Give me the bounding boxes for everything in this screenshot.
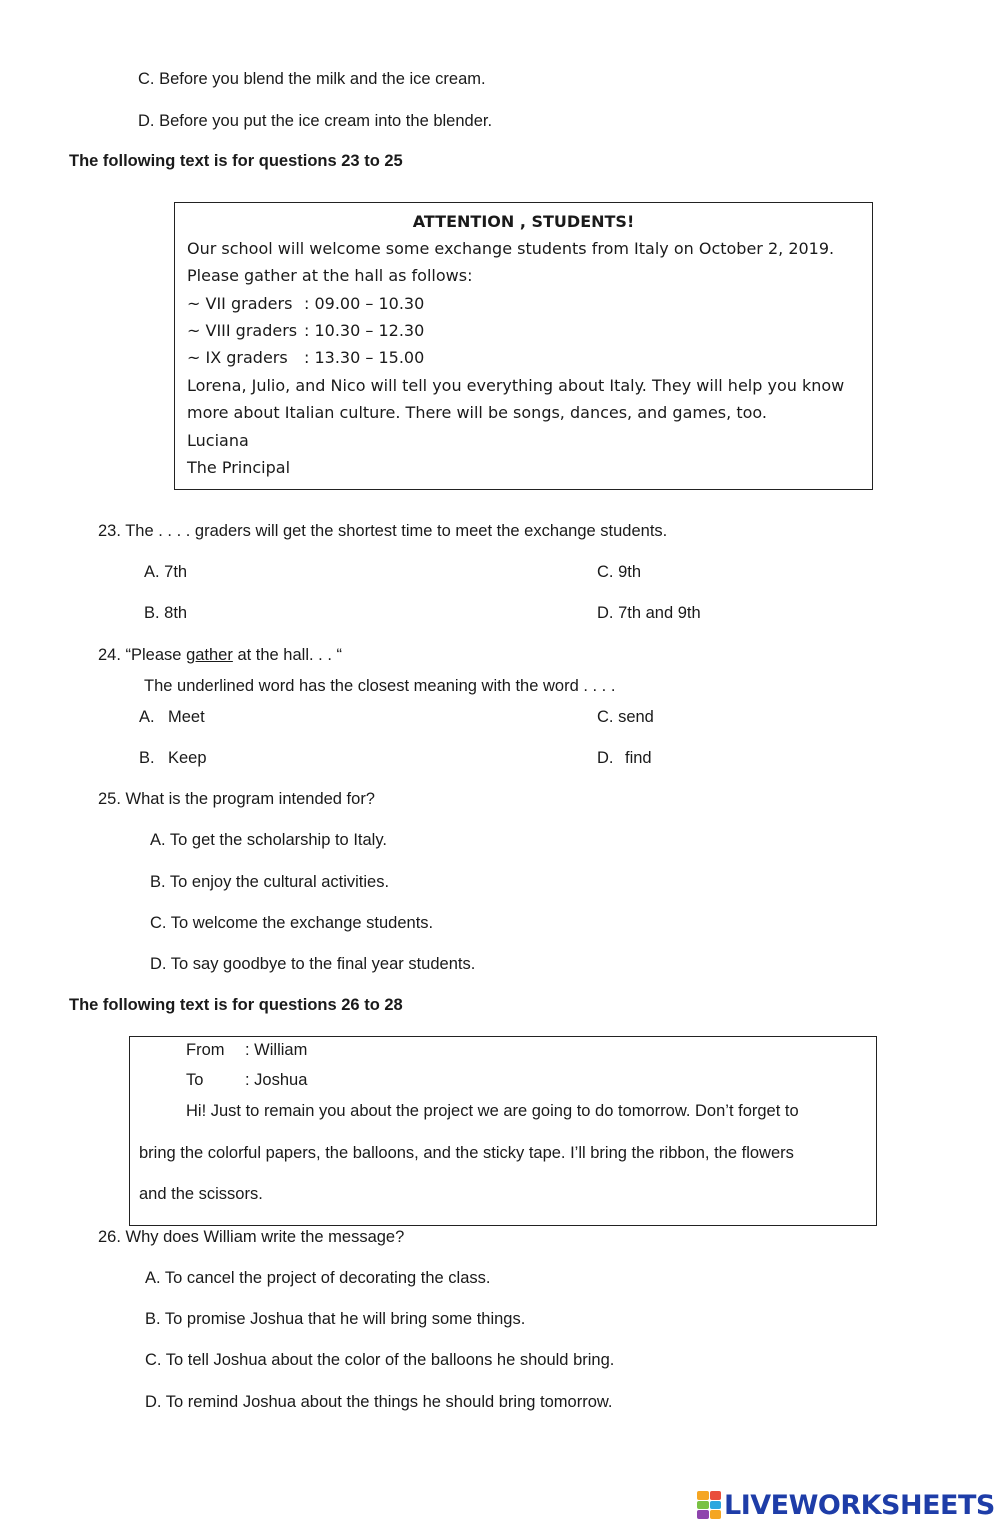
notice-box	[174, 202, 873, 490]
message-to	[186, 1070, 307, 1090]
liveworksheets-logo-icon	[697, 1491, 721, 1519]
q26-option-d[interactable]: D. To remind Joshua about the things he should bring tomorrow.	[145, 1393, 613, 1411]
message-line-2: bring the colorful papers, the balloons, and the sticky tape. I’ll bring the ribbon, the flowers	[139, 1144, 794, 1162]
q24-instruction: The underlined word has the closest meaning with the word . . . .	[144, 677, 616, 695]
prev-option-c: C. Before you blend the milk and the ice cream.	[138, 70, 486, 88]
from-value: : William	[245, 1041, 308, 1059]
option-text: find	[625, 749, 652, 767]
schedule-grade: ~ VIII graders	[187, 321, 298, 340]
q26-option-a[interactable]: A. To cancel the project of decorating the class.	[145, 1269, 491, 1287]
question-23: 23. The . . . . graders will get the shortest time to meet the exchange students.	[98, 522, 668, 540]
schedule-grade: ~ VII graders	[187, 294, 293, 313]
q24-underlined-word: gather	[186, 646, 233, 664]
schedule-time: : 09.00 – 10.30	[304, 294, 425, 313]
schedule-row	[187, 348, 424, 368]
q24-option-c[interactable]: C. send	[597, 708, 654, 726]
q23-option-d[interactable]: D. 7th and 9th	[597, 604, 701, 622]
prev-option-d: D. Before you put the ice cream into the blender.	[138, 112, 493, 130]
message-box	[129, 1036, 877, 1226]
section-heading-23-25: The following text is for questions 23 to 25	[69, 152, 403, 170]
q23-option-b[interactable]: B. 8th	[144, 604, 188, 622]
option-letter: D.	[597, 749, 614, 767]
schedule-row	[187, 294, 424, 314]
question-25: 25. What is the program intended for?	[98, 790, 375, 808]
message-from	[186, 1040, 307, 1060]
schedule-row	[187, 321, 424, 341]
schedule-time: : 13.30 – 15.00	[304, 348, 425, 367]
q26-option-b[interactable]: B. To promise Joshua that he will bring some things.	[145, 1310, 526, 1328]
notice-role: The Principal	[187, 458, 291, 477]
q25-option-a[interactable]: A. To get the scholarship to Italy.	[150, 831, 387, 849]
q25-option-b[interactable]: B. To enjoy the cultural activities.	[150, 873, 390, 891]
option-letter: A.	[139, 708, 155, 726]
message-line-1: Hi! Just to remain you about the project we are going to do tomorrow. Don’t forget to	[186, 1102, 799, 1120]
notice-line-2: Please gather at the hall as follows:	[187, 266, 473, 285]
from-label: From	[186, 1041, 225, 1059]
q26-option-c[interactable]: C. To tell Joshua about the color of the balloons he should bring.	[145, 1351, 615, 1369]
q23-option-a[interactable]: A. 7th	[144, 563, 188, 581]
q25-option-c[interactable]: C. To welcome the exchange students.	[150, 914, 434, 932]
schedule-time: : 10.30 – 12.30	[304, 321, 425, 340]
option-text: Meet	[168, 708, 205, 726]
section-heading-26-28: The following text is for questions 26 to 28	[69, 996, 403, 1014]
notice-title: ATTENTION , STUDENTS!	[412, 212, 635, 231]
notice-line-1: Our school will welcome some exchange students from Italy on October 2, 2019.	[187, 239, 835, 258]
option-text: Keep	[168, 749, 207, 767]
brand-name: LIVEWORKSHEETS	[724, 1489, 995, 1521]
q23-option-c[interactable]: C. 9th	[597, 563, 642, 581]
q24-option-b[interactable]	[139, 748, 207, 768]
q24-suffix: at the hall. . . “	[232, 646, 342, 664]
to-label: To	[186, 1071, 204, 1089]
question-26: 26. Why does William write the message?	[98, 1228, 405, 1246]
notice-body-2: more about Italian culture. There will be songs, dances, and games, too.	[187, 403, 767, 422]
q24-option-d[interactable]	[597, 748, 652, 768]
to-value: : Joshua	[245, 1071, 308, 1089]
option-letter: B.	[139, 749, 155, 767]
q25-option-d[interactable]: D. To say goodbye to the final year students.	[150, 955, 476, 973]
notice-body-1: Lorena, Julio, and Nico will tell you everything about Italy. They will help you know	[187, 376, 845, 395]
q24-option-a[interactable]	[139, 707, 205, 727]
q24-prefix: 24. “Please	[98, 646, 187, 664]
notice-signer: Luciana	[187, 431, 249, 450]
message-line-3: and the scissors.	[139, 1185, 263, 1203]
liveworksheets-logo[interactable]	[697, 1488, 995, 1522]
schedule-grade: ~ IX graders	[187, 348, 288, 367]
question-24	[98, 645, 342, 665]
